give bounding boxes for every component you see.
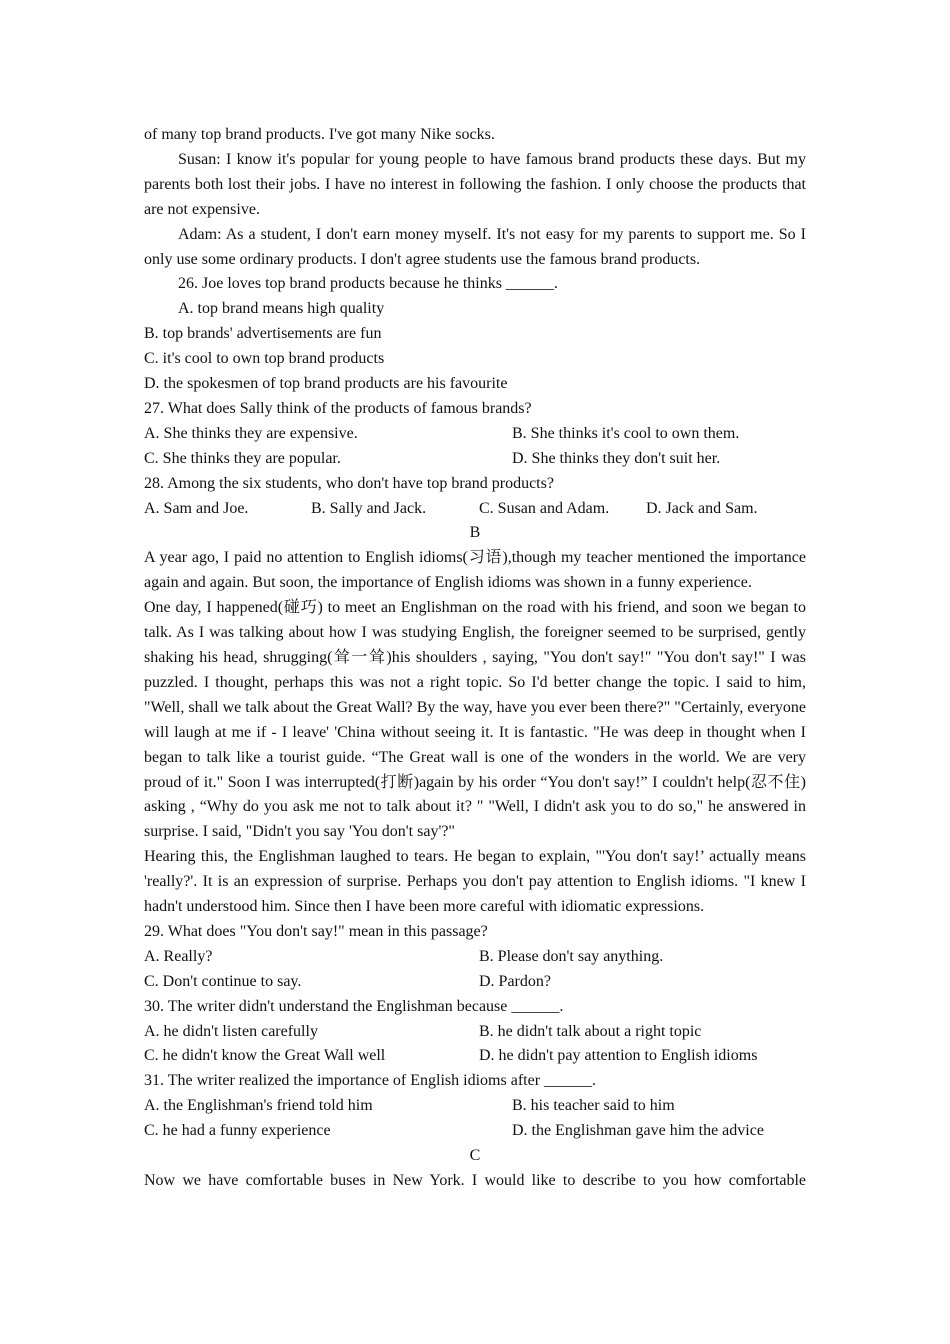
passage-c-paragraph-1: Now we have comfortable buses in New York. I would like to describe to you how comfortable xyxy=(144,1171,806,1189)
question-26-option-d: D. the spokesmen of top brand products are his favourite xyxy=(144,375,508,393)
passage-a-continuation: of many top brand products. I've got many Nike socks. xyxy=(144,126,495,143)
passage-b-paragraph-2: One day, I happened(碰巧) to meet an Englishman on the road with his friend, and soon we began to talk. As I was talking about how I was studying English, the foreigner seemed to be surprised, gently shaking his head, shrugging(耸一耸)his shoulders , saying, "You don't say!" "You don't say!" I was puzzled. I thought, perhaps this was not a right topic. So I'd better change the topic. I said to him, "Well, shall we talk about the Great Wall? By the way, have you ever been there?" "Certainly, everyone will laugh at me if - I leave' 'China without seeing it. It is fantastic. "He was deep in thought when I began to talk like a tourist guide. “The Great wall is one of the wonders in the world. We are very proud of it." Soon I was interrupted(打断)again by his order “You don't say!” I couldn't help(忍不住) asking , “Why do you ask me not to talk about it? " "Well, I didn't ask you to do so," he answered in surprise. I said, "Didn't you say 'You don't say'?" xyxy=(144,599,806,841)
question-26-option-a: A. top brand means high quality xyxy=(178,300,385,318)
question-31-option-c: C. he had a funny experience xyxy=(144,1122,331,1140)
question-30-option-c: C. he didn't know the Great Wall well xyxy=(144,1047,386,1065)
question-27: 27. What does Sally think of the products of famous brands? xyxy=(144,399,532,417)
passage-b-paragraph-1: A year ago, I paid no attention to English idioms(习语),though my teacher mentioned the importance again and again. But soon, the importance of English idioms was shown in a funny experience. xyxy=(144,549,806,592)
question-29-option-c: C. Don't continue to say. xyxy=(144,972,302,990)
question-28-option-b: B. Sally and Jack. xyxy=(311,499,427,517)
exam-page xyxy=(144,123,806,1194)
question-31-options-row-2 xyxy=(144,1119,806,1144)
question-31-option-d: D. the Englishman gave him the advice xyxy=(512,1122,764,1140)
question-28-options-row xyxy=(144,497,806,522)
question-30-options-row-1 xyxy=(144,1020,806,1045)
question-27-options-row-1 xyxy=(144,422,806,447)
passage-b-paragraph-3: Hearing this, the Englishman laughed to tears. He began to explain, "'You don't say!’ actually means 'really?'. It is an expression of surprise. Perhaps you don't pay attention to English idioms. "I knew I hadn't understood him. Since then I have been more careful with idiomatic expressions. xyxy=(144,848,806,916)
question-31-option-b: B. his teacher said to him xyxy=(512,1097,675,1115)
question-30-option-d: D. he didn't pay attention to English idioms xyxy=(479,1047,758,1065)
question-26-option-c: C. it's cool to own top brand products xyxy=(144,350,385,368)
question-26: 26. Joe loves top brand products because he thinks ______. xyxy=(178,275,558,293)
question-31-option-a: A. the Englishman's friend told him xyxy=(144,1097,373,1115)
question-27-option-a: A. She thinks they are expensive. xyxy=(144,424,358,442)
question-31: 31. The writer realized the importance of English idioms after ______. xyxy=(144,1072,597,1090)
passage-a-adam: Adam: As a student, I don't earn money myself. It's not easy for my parents to support me. So I only use some ordinary products. I don't agree students use the famous brand products. xyxy=(144,225,806,268)
question-31-options-row-1 xyxy=(144,1094,806,1119)
question-27-options-row-2 xyxy=(144,447,806,472)
question-30: 30. The writer didn't understand the Englishman because ______. xyxy=(144,997,564,1015)
question-29-option-d: D. Pardon? xyxy=(479,972,551,990)
section-c-heading: C xyxy=(469,1147,481,1165)
passage-a-susan: Susan: I know it's popular for young people to have famous brand products these days. But my parents both lost their jobs. I have no interest in following the fashion. I only choose the products that are not expensive. xyxy=(144,150,806,218)
question-27-option-b: B. She thinks it's cool to own them. xyxy=(512,424,740,442)
section-b-heading: B xyxy=(469,524,481,542)
question-28-option-c: C. Susan and Adam. xyxy=(479,499,610,517)
question-29-options-row-1 xyxy=(144,945,806,970)
question-28-option-d: D. Jack and Sam. xyxy=(646,499,758,517)
question-28: 28. Among the six students, who don't have top brand products? xyxy=(144,474,554,492)
question-27-option-d: D. She thinks they don't suit her. xyxy=(512,449,721,467)
question-29-options-row-2 xyxy=(144,970,806,995)
question-30-option-a: A. he didn't listen carefully xyxy=(144,1022,318,1040)
question-29: 29. What does "You don't say!" mean in this passage? xyxy=(144,922,488,940)
question-29-option-b: B. Please don't say anything. xyxy=(479,947,664,965)
question-26-option-b: B. top brands' advertisements are fun xyxy=(144,325,382,343)
question-30-options-row-2 xyxy=(144,1044,806,1069)
question-28-option-a: A. Sam and Joe. xyxy=(144,499,249,517)
question-30-option-b: B. he didn't talk about a right topic xyxy=(479,1022,702,1040)
question-29-option-a: A. Really? xyxy=(144,947,213,965)
question-27-option-c: C. She thinks they are popular. xyxy=(144,449,341,467)
